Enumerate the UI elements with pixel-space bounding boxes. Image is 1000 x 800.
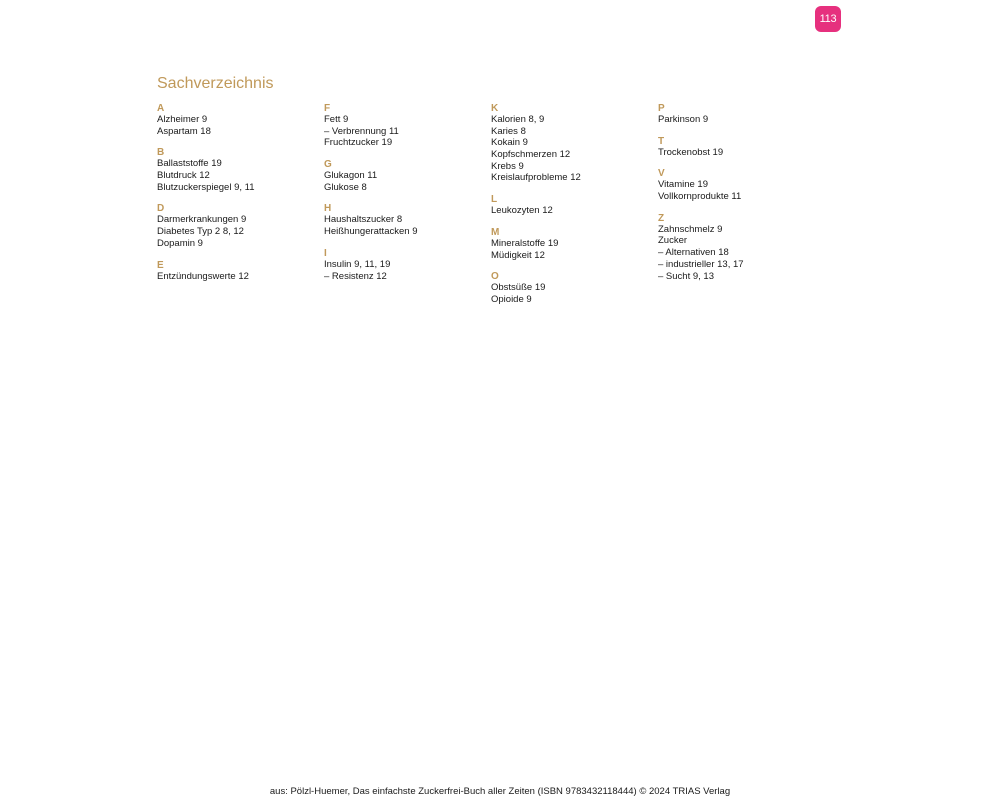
index-title: Sachverzeichnis <box>157 75 274 92</box>
index-entry: Diabetes Typ 2 8, 12 <box>157 226 244 238</box>
index-letter: H <box>324 203 332 215</box>
index-letter: P <box>658 103 665 114</box>
index-column-3 <box>491 103 651 316</box>
index-entry: Obstsüße 19 <box>491 282 546 294</box>
index-entry: Darmerkrankungen 9 <box>157 214 247 226</box>
index-group <box>658 136 818 159</box>
index-entry: Karies 8 <box>491 125 526 137</box>
index-entry: Vollkornprodukte 11 <box>658 191 742 203</box>
index-entry: Leukozyten 12 <box>491 205 553 217</box>
page-number-badge: 113 <box>815 6 841 32</box>
index-group <box>157 260 317 283</box>
index-entry: Heißhungerattacken 9 <box>324 226 418 238</box>
index-column-1 <box>157 103 317 292</box>
index-entry: Parkinson 9 <box>658 114 709 125</box>
index-group <box>491 271 651 305</box>
index-letter: D <box>157 203 165 215</box>
index-entry: Trockenobst 19 <box>658 146 724 158</box>
index-column-2 <box>324 103 484 292</box>
index-entry: Ballaststoffe 19 <box>157 158 222 170</box>
index-group <box>491 103 651 184</box>
index-group <box>324 203 484 237</box>
index-entry: Vitamine 19 <box>658 179 708 191</box>
index-entry: – Resistenz 12 <box>324 270 387 282</box>
index-letter: M <box>491 226 500 238</box>
index-letter: V <box>658 168 665 180</box>
index-entry: Kreislaufprobleme 12 <box>491 172 581 184</box>
index-entry: – Alternativen 18 <box>658 247 729 259</box>
index-letter: Z <box>658 212 665 224</box>
index-entry: Fruchtzucker 19 <box>324 137 393 149</box>
index-entry: Alzheimer 9 <box>157 114 208 125</box>
index-letter: E <box>157 259 164 271</box>
index-group <box>658 213 818 282</box>
index-letter: T <box>658 135 665 147</box>
index-entry: – Verbrennung 11 <box>324 125 399 137</box>
index-entry: Haushaltszucker 8 <box>324 214 403 226</box>
index-column-4 <box>658 103 818 292</box>
index-entry: Glukose 8 <box>324 181 367 193</box>
index-letter: I <box>324 247 327 259</box>
index-group <box>658 103 818 126</box>
index-entry: Glukagon 11 <box>324 170 378 182</box>
index-letter: O <box>491 271 499 283</box>
index-entry: Aspartam 18 <box>157 125 211 137</box>
index-letter: L <box>491 194 498 206</box>
index-entry: Opioide 9 <box>491 293 532 305</box>
index-entry: – Sucht 9, 13 <box>658 270 714 282</box>
index-letter: B <box>157 147 165 159</box>
index-group <box>491 227 651 261</box>
index-entry: Fett 9 <box>324 114 349 125</box>
index-letter: G <box>324 159 332 171</box>
index-entry: Kokain 9 <box>491 137 528 149</box>
index-entry: Kopfschmerzen 12 <box>491 149 571 161</box>
source-footer: aus: Pölzl-Huemer, Das einfachste Zuckerfrei-Buch aller Zeiten (ISBN 9783432118444) © 2024 TRIAS Verlag <box>269 786 731 797</box>
index-entry: – industrieller 13, 17 <box>658 258 744 270</box>
index-group <box>491 194 651 217</box>
index-letter: F <box>324 103 331 114</box>
index-entry: Zahnschmelz 9 <box>658 223 723 235</box>
index-letter: K <box>491 103 499 114</box>
index-group <box>324 248 484 282</box>
index-group <box>157 147 317 193</box>
index-entry: Blutdruck 12 <box>157 170 210 182</box>
index-group <box>324 159 484 193</box>
index-entry: Müdigkeit 12 <box>491 249 545 261</box>
index-entry: Insulin 9, 11, 19 <box>324 258 391 270</box>
index-entry: Mineralstoffe 19 <box>491 237 559 249</box>
index-group <box>157 203 317 249</box>
index-group <box>658 168 818 202</box>
index-group <box>324 103 484 149</box>
index-entry: Entzündungswerte 12 <box>157 270 249 282</box>
index-entry: Dopamin 9 <box>157 237 203 249</box>
index-letter: A <box>157 103 165 114</box>
index-entry: Blutzuckerspiegel 9, 11 <box>157 181 255 193</box>
index-entry: Zucker <box>658 235 688 247</box>
index-group <box>157 103 317 137</box>
index-entry: Kalorien 8, 9 <box>491 114 545 125</box>
index-entry: Krebs 9 <box>491 160 524 172</box>
